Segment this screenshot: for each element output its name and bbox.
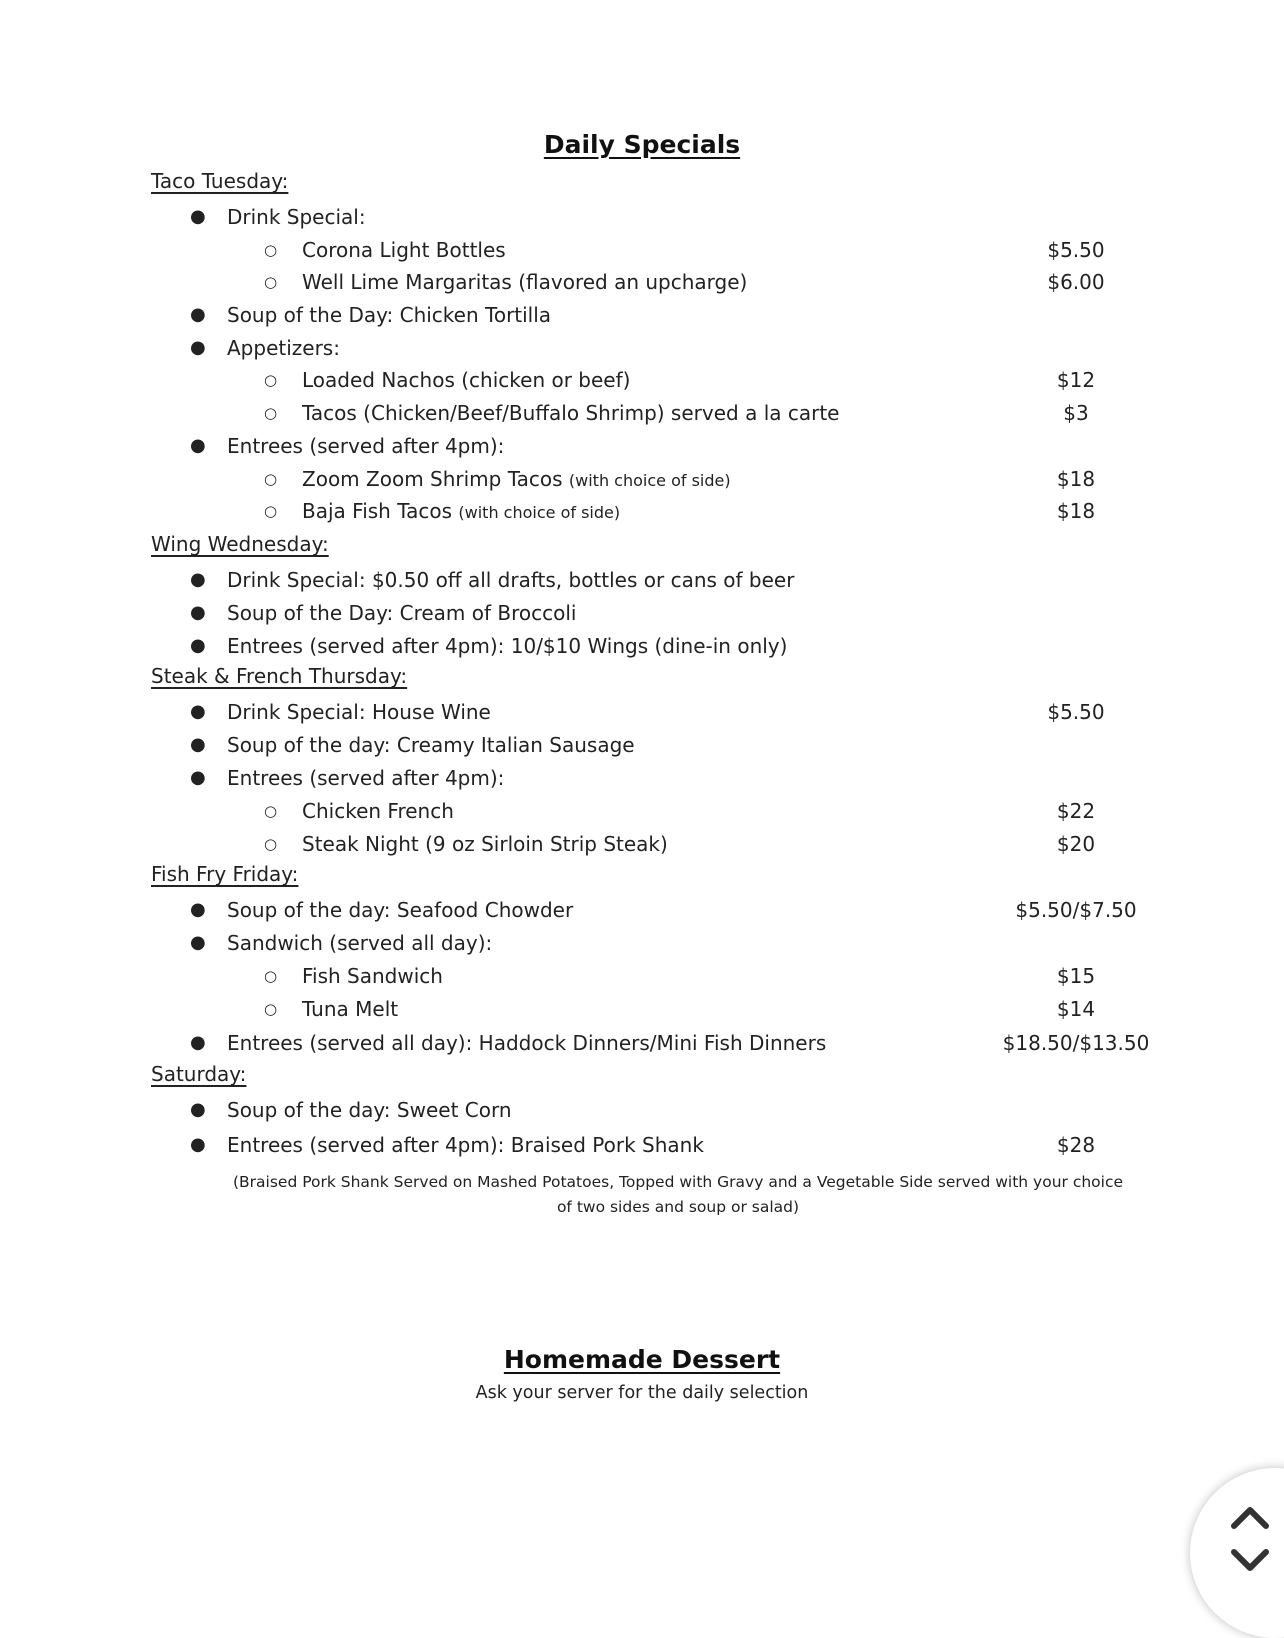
bullet-icon: ●: [190, 569, 206, 590]
list-item: [0, 234, 1284, 266]
dessert-subtitle: Ask your server for the daily selection: [475, 1383, 809, 1403]
bullet-icon: ●: [190, 435, 206, 456]
item-text: Zoom Zoom Shrimp Tacos: [302, 467, 563, 491]
circle-bullet-icon: ○: [264, 371, 278, 389]
item-text: Soup of the day: Seafood Chowder: [227, 898, 574, 922]
page-title: Daily Specials: [543, 130, 741, 159]
circle-bullet-icon: ○: [264, 835, 278, 853]
item-text: Tacos (Chicken/Beef/Buffalo Shrimp) served a la carte: [302, 401, 840, 425]
item-text: Entrees (served after 4pm): 10/$10 Wings (dine-in only): [227, 634, 788, 658]
list-item: [0, 927, 1284, 959]
list-item: [0, 1129, 1284, 1161]
list-item: [0, 266, 1284, 298]
bullet-icon: ●: [190, 635, 206, 656]
item-text: Baja Fish Tacos: [302, 499, 453, 523]
day-heading-saturday: Saturday:: [151, 1062, 247, 1086]
list-item: [0, 463, 1284, 495]
bullet-icon: ●: [190, 932, 206, 953]
day-heading-steak-french-thursday: Steak & French Thursday:: [151, 664, 408, 688]
item-text: Soup of the Day: Cream of Broccoli: [227, 601, 577, 625]
bullet-icon: ●: [190, 304, 206, 325]
circle-bullet-icon: ○: [264, 404, 278, 422]
chevron-up-icon: [1228, 1500, 1272, 1536]
item-text: Entrees (served after 4pm):: [227, 766, 505, 790]
list-item: [0, 729, 1284, 761]
item-price: $22: [1056, 799, 1096, 823]
list-item: [0, 495, 1284, 527]
item-price: $14: [1056, 997, 1096, 1021]
item-text: Entrees (served all day): Haddock Dinners/Mini Fish Dinners: [227, 1031, 827, 1055]
bullet-icon: ●: [190, 899, 206, 920]
list-item: [0, 894, 1284, 926]
item-text: Soup of the day: Creamy Italian Sausage: [227, 733, 635, 757]
item-text: Drink Special: House Wine: [227, 700, 491, 724]
item-price: $15: [1056, 964, 1096, 988]
item-text: Entrees (served after 4pm): Braised Pork Shank: [227, 1133, 704, 1157]
bullet-icon: ●: [190, 701, 206, 722]
bullet-icon: ●: [190, 1134, 206, 1155]
item-text: Corona Light Bottles: [302, 238, 506, 262]
page-up-button[interactable]: [1228, 1500, 1272, 1536]
circle-bullet-icon: ○: [264, 802, 278, 820]
bullet-icon: ●: [190, 767, 206, 788]
item-text: Well Lime Margaritas (flavored an upcharge): [302, 270, 748, 294]
list-item: [0, 1027, 1284, 1059]
list-item: [0, 993, 1284, 1025]
list-item: [0, 201, 1284, 233]
item-price: $20: [1056, 832, 1096, 856]
item-text: Soup of the day: Sweet Corn: [227, 1098, 512, 1122]
item-text: Loaded Nachos (chicken or beef): [302, 368, 631, 392]
item-text: Drink Special: $0.50 off all drafts, bottles or cans of beer: [227, 568, 795, 592]
list-item: [0, 299, 1284, 331]
day-heading-fish-fry-friday: Fish Fry Friday:: [151, 862, 299, 886]
item-price: $5.50: [1047, 700, 1105, 724]
item-text: Soup of the Day: Chicken Tortilla: [227, 303, 552, 327]
list-item: [0, 795, 1284, 827]
item-text: Appetizers:: [227, 336, 340, 360]
bullet-icon: ●: [190, 337, 206, 358]
circle-bullet-icon: ○: [264, 1000, 278, 1018]
item-price: $5.50: [1047, 238, 1105, 262]
bullet-icon: ●: [190, 1099, 206, 1120]
item-text: Fish Sandwich: [302, 964, 443, 988]
list-item: [0, 960, 1284, 992]
list-item: [0, 630, 1284, 662]
dessert-title: Homemade Dessert: [503, 1345, 781, 1374]
list-item: [0, 332, 1284, 364]
item-price: $3: [1063, 401, 1089, 425]
item-text: Drink Special:: [227, 205, 366, 229]
list-item: [0, 430, 1284, 462]
item-note: (with choice of side): [568, 471, 731, 490]
item-text: Steak Night (9 oz Sirloin Strip Steak): [302, 832, 668, 856]
item-price: $6.00: [1047, 270, 1105, 294]
day-heading-wing-wednesday: Wing Wednesday:: [151, 532, 329, 556]
list-item: [0, 1094, 1284, 1126]
circle-bullet-icon: ○: [264, 967, 278, 985]
list-item: [0, 828, 1284, 860]
day-heading-taco-tuesday: Taco Tuesday:: [151, 169, 289, 193]
item-text: Tuna Melt: [302, 997, 399, 1021]
list-item: [0, 564, 1284, 596]
item-price: $28: [1056, 1133, 1096, 1157]
list-item: [0, 762, 1284, 794]
item-price: $5.50/$7.50: [1015, 898, 1137, 922]
list-item: [0, 597, 1284, 629]
item-price: $18: [1056, 467, 1096, 491]
list-item: [0, 364, 1284, 396]
bullet-icon: ●: [190, 206, 206, 227]
item-note: (with choice of side): [458, 503, 621, 522]
item-text: Sandwich (served all day):: [227, 931, 493, 955]
item-price: $18.50/$13.50: [1002, 1031, 1150, 1055]
bullet-icon: ●: [190, 602, 206, 623]
list-item: [0, 397, 1284, 429]
item-price: $18: [1056, 499, 1096, 523]
bullet-icon: ●: [190, 734, 206, 755]
chevron-down-icon: [1228, 1542, 1272, 1578]
circle-bullet-icon: ○: [264, 470, 278, 488]
circle-bullet-icon: ○: [264, 273, 278, 291]
item-text: Entrees (served after 4pm):: [227, 434, 505, 458]
saturday-footnote: (Braised Pork Shank Served on Mashed Potatoes, Topped with Gravy and a Vegetable Side served with your choice of two sides and soup or salad): [232, 1173, 1124, 1216]
item-price: $12: [1056, 368, 1096, 392]
page-down-button[interactable]: [1228, 1542, 1272, 1578]
circle-bullet-icon: ○: [264, 241, 278, 259]
item-text: Chicken French: [302, 799, 454, 823]
list-item: [0, 696, 1284, 728]
circle-bullet-icon: ○: [264, 502, 278, 520]
bullet-icon: ●: [190, 1032, 206, 1053]
